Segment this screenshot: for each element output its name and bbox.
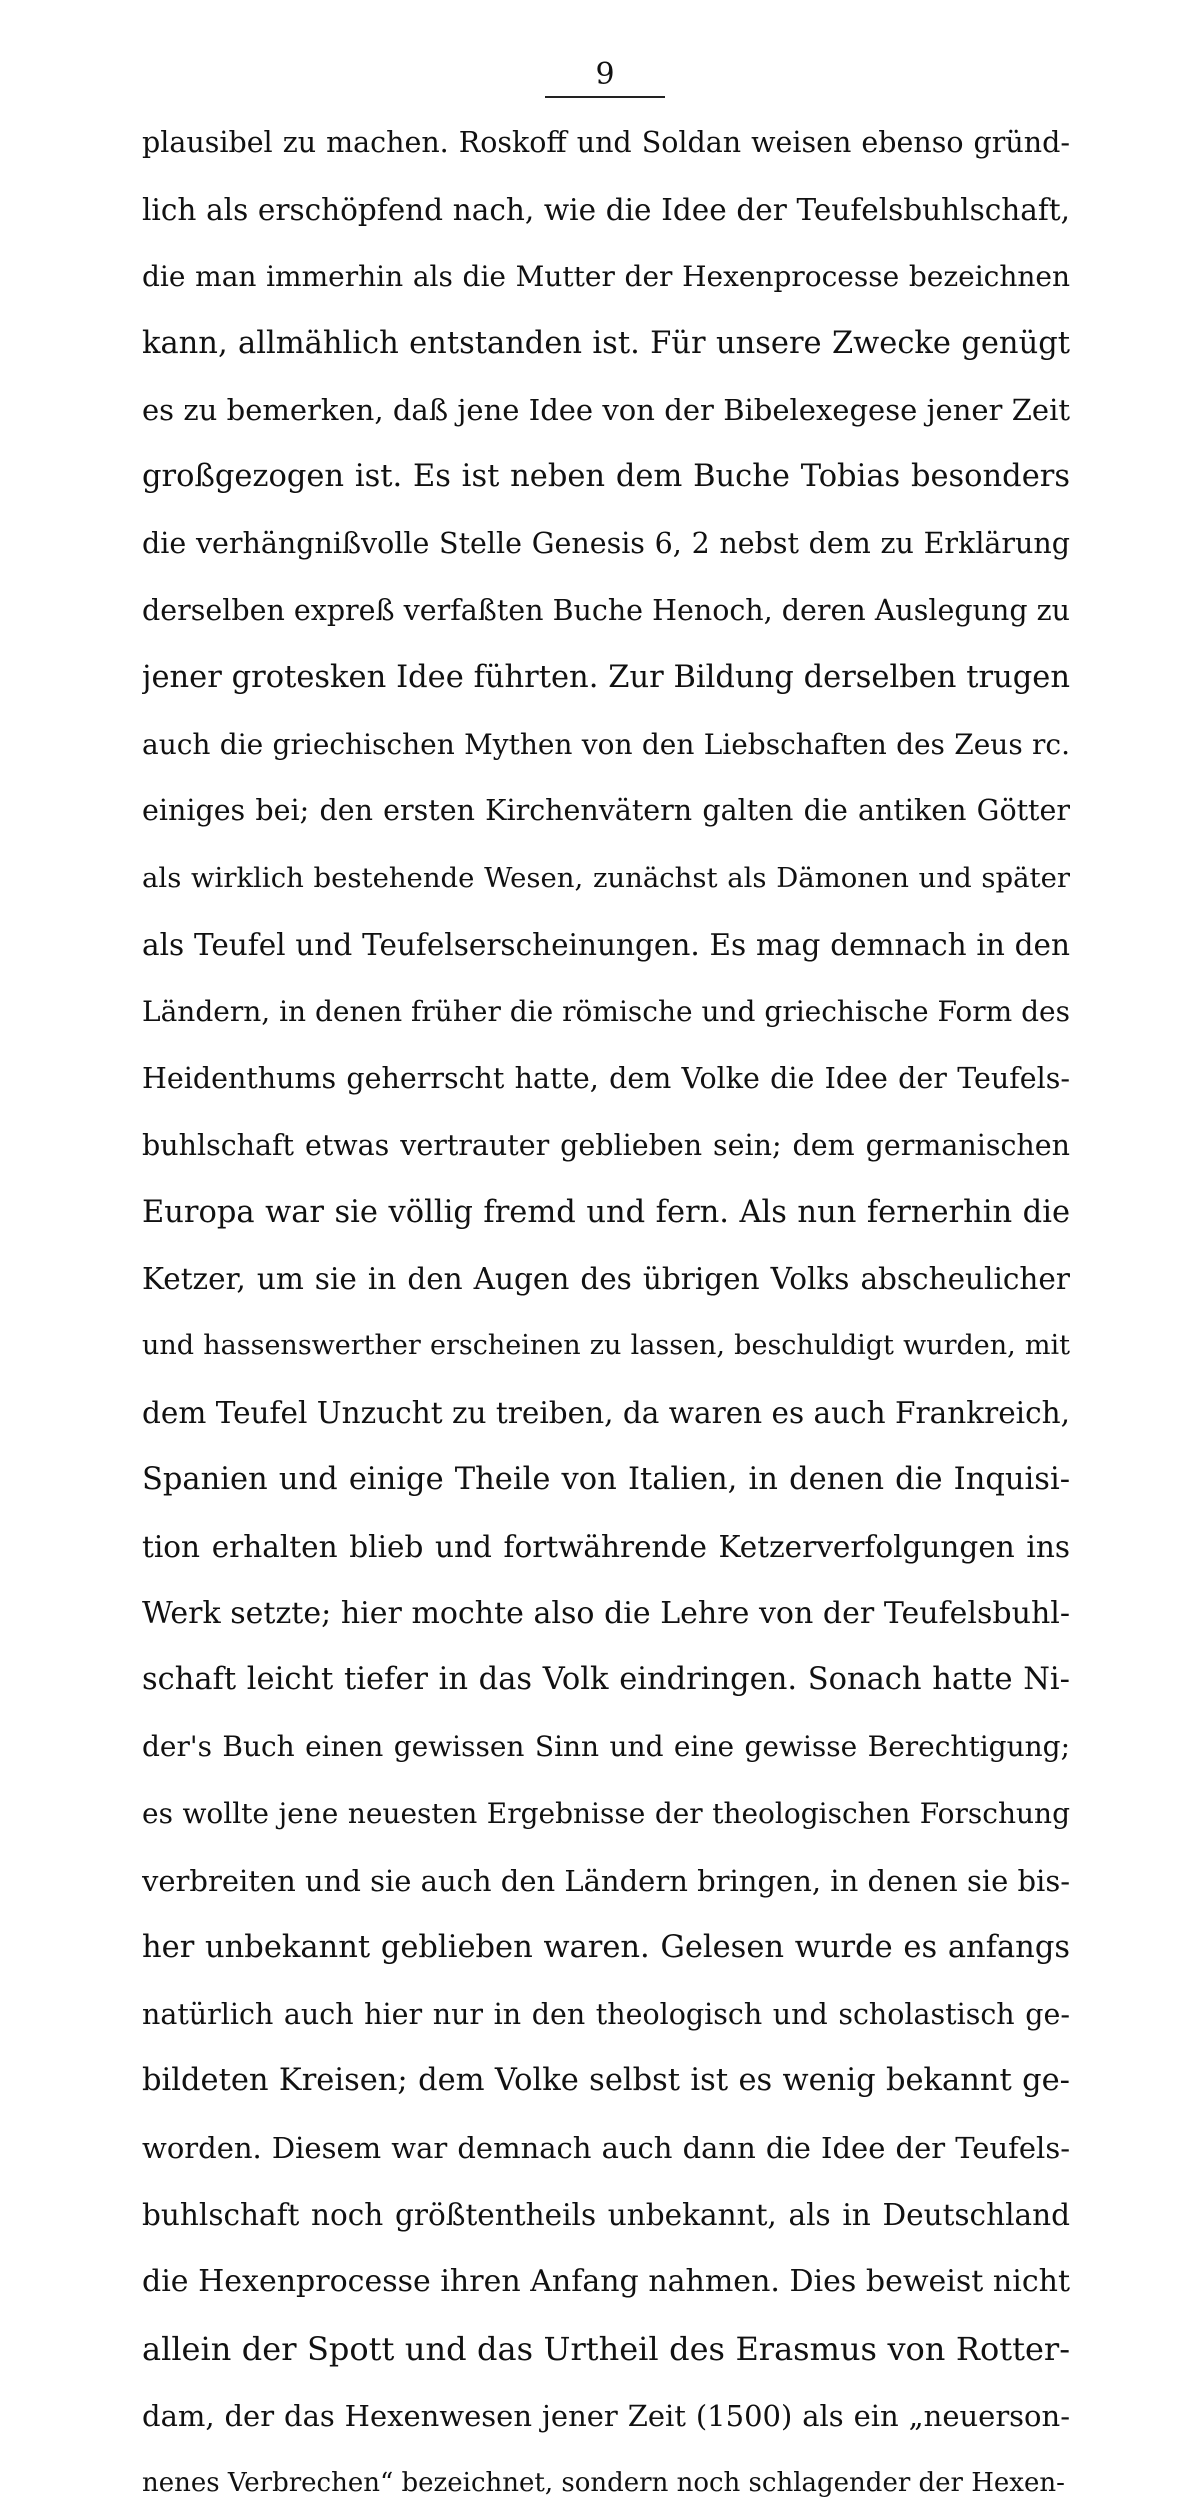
text-line: lich als erschöpfend nach, wie die Idee der Teufelsbuhlschaft, [142,192,1070,227]
text-line: natürlich auch hier nur in den theologisch und scholastisch ge- [142,1997,1070,2031]
text-line: kann, allmählich entstanden ist. Für unsere Zwecke genügt [142,325,1070,361]
text-line: die verhängnißvolle Stelle Genesis 6, 2 nebst dem zu Erklärung [142,527,1070,561]
text-line: und hassenswerther erscheinen zu lassen, beschuldigt wurden, mit [142,1330,1070,1362]
text-line: es wollte jene neuesten Ergebnisse der theologischen Forschung [142,1797,1070,1831]
page-number: 9 [595,57,615,92]
text-line: der's Buch einen gewissen Sinn und eine gewisse Berechtigung; [142,1730,1070,1764]
text-line: her unbekannt geblieben waren. Gelesen wurde es anfangs [142,1929,1070,1965]
text-line: bildeten Kreisen; dem Volke selbst ist es wenig bekannt ge- [142,2063,1070,2099]
text-line: Europa war sie völlig fremd und fern. Als nun fernerhin die [142,1194,1070,1230]
text-line: die man immerhin als die Mutter der Hexenprocesse bezeichnen [142,259,1070,293]
text-line: Ländern, in denen früher die römische und griechische Form des [142,994,1070,1028]
text-line: Ketzer, um sie in den Augen des übrigen Volks abscheulicher [142,1262,1070,1297]
text-line: schaft leicht tiefer in das Volk eindringen. Sonach hatte Ni- [142,1662,1070,1698]
text-line: jener grotesken Idee führten. Zur Bildung derselben trugen [142,659,1070,695]
text-line: derselben expreß verfaßten Buche Henoch, deren Auslegung zu [142,593,1070,627]
text-line: großgezogen ist. Es ist neben dem Buche Tobias besonders [142,459,1070,495]
text-line: als wirklich bestehende Wesen, zunächst als Dämonen und später [142,862,1070,895]
text-line: Spanien und einige Theile von Italien, in denen die Inquisi- [142,1461,1070,1497]
text-line: Werk setzte; hier mochte also die Lehre von der Teufelsbuhl- [142,1595,1070,1631]
text-line: buhlschaft noch größtentheils unbekannt, als in Deutschland [142,2198,1070,2233]
text-line: nenes Verbrechen“ bezeichnet, sondern noch schlagender der Hexen- [142,2467,1065,2498]
text-line: tion erhalten blieb und fortwährende Ketzerverfolgungen ins [142,1529,1070,1564]
text-line: als Teufel und Teufelserscheinungen. Es mag demnach in den [142,928,1070,963]
text-line: die Hexenprocesse ihren Anfang nahmen. Dies beweist nicht [142,2264,1070,2299]
page-header [140,52,1070,100]
text-line: plausibel zu machen. Roskoff und Soldan weisen ebenso gründ- [142,126,1070,159]
text-line: verbreiten und sie auch den Ländern bringen, in denen sie bis- [142,1863,1070,1898]
text-line: allein der Spott und das Urtheil des Erasmus von Rotter- [142,2329,1070,2368]
body-text [142,110,1070,2516]
text-line: worden. Diesem war demnach auch dann die Idee der Teufels- [142,2131,1070,2166]
text-line: auch die griechischen Mythen von den Liebschaften des Zeus rc. [142,727,1070,761]
header-rule [545,96,665,98]
text-line: es zu bemerken, daß jene Idee von der Bibelexegese jener Zeit [142,393,1070,428]
text-line: buhlschaft etwas vertrauter geblieben sein; dem germanischen [142,1128,1070,1162]
text-line: Heidenthums geherrscht hatte, dem Volke die Idee der Teufels- [142,1061,1070,1095]
text-line: einiges bei; den ersten Kirchenvätern galten die antiken Götter [142,794,1070,828]
text-line: dem Teufel Unzucht zu treiben, da waren es auch Frankreich, [142,1396,1070,1431]
text-line: dam, der das Hexenwesen jener Zeit (1500) als ein „neuerson- [142,2398,1070,2433]
